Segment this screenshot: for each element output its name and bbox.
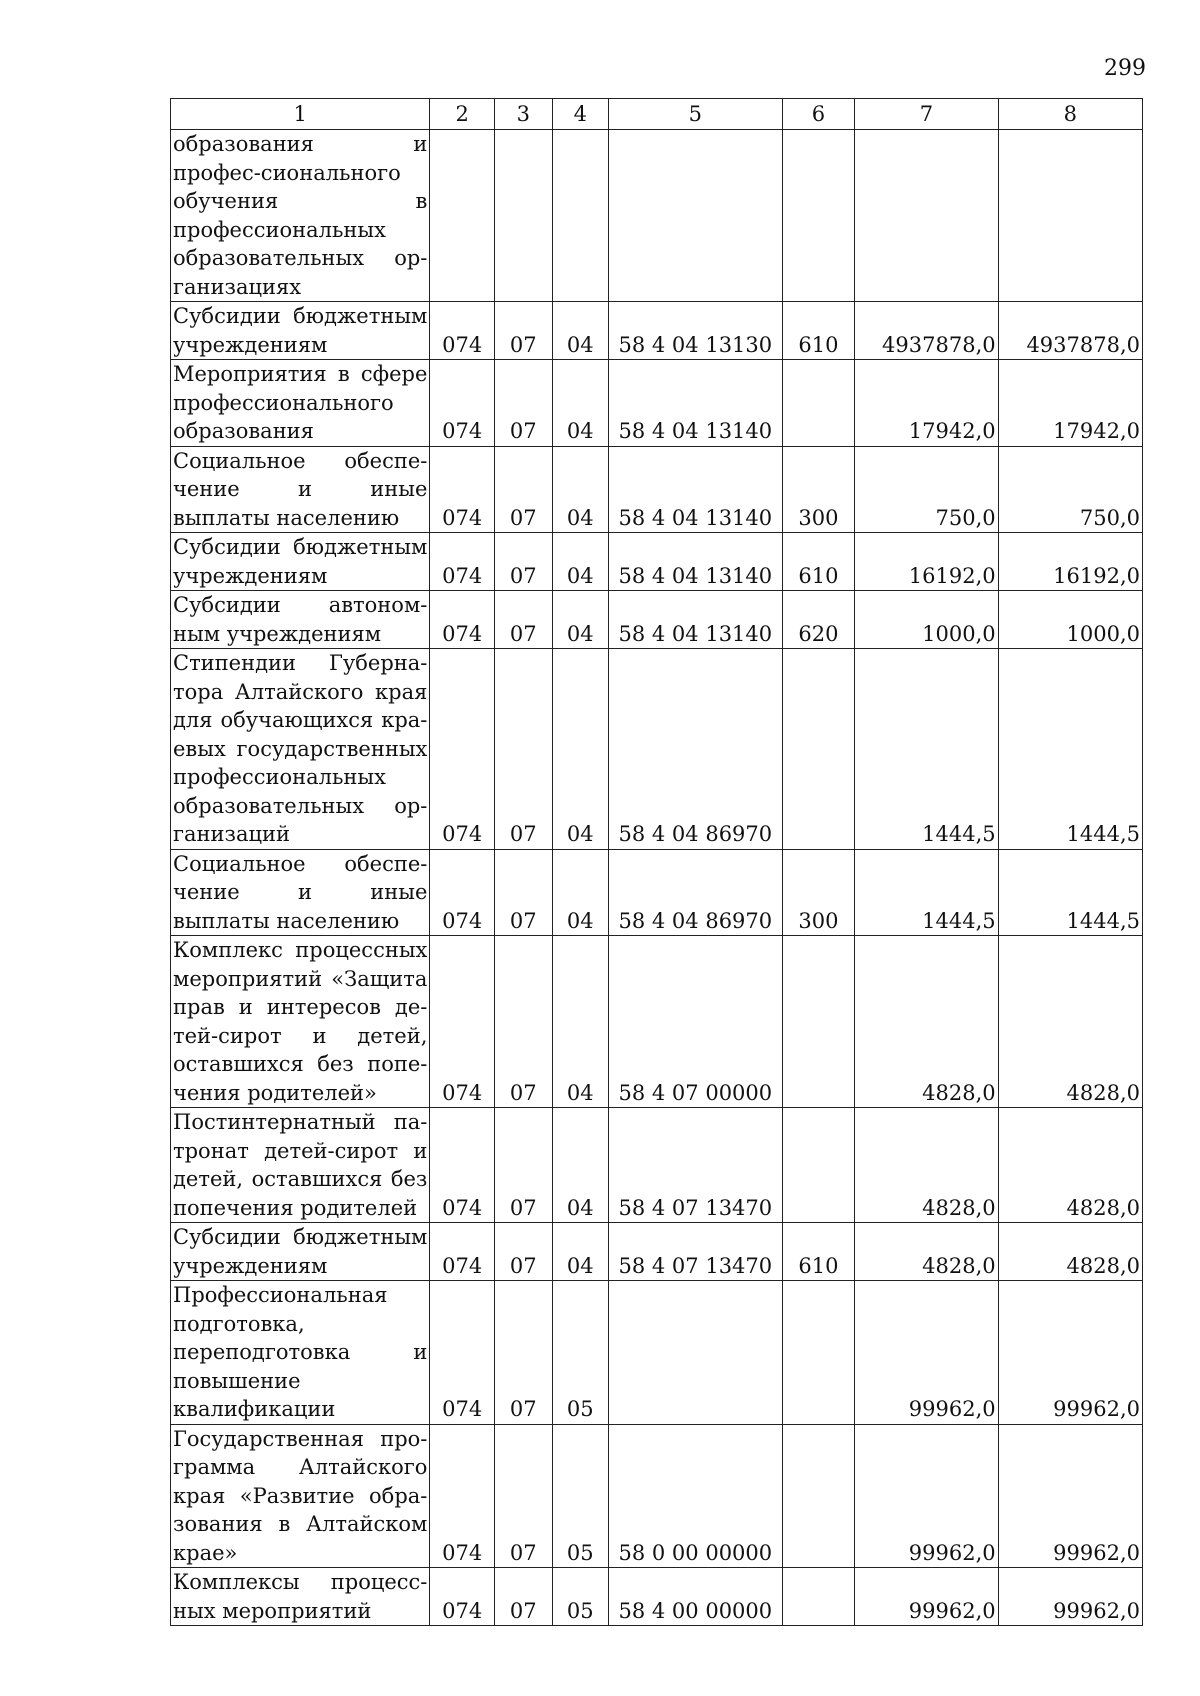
amount-cell: 4828,0 <box>855 1223 998 1281</box>
table-row <box>171 591 1143 649</box>
column-header: 3 <box>494 99 552 130</box>
expense-type-cell: 300 <box>782 849 855 936</box>
budget-table <box>170 98 1143 1626</box>
expense-type-cell: 610 <box>782 533 855 591</box>
target-article-cell: 58 0 00 00000 <box>609 1424 783 1568</box>
subsection-cell: 04 <box>552 1108 609 1223</box>
amount-cell: 16192,0 <box>998 533 1142 591</box>
table-row <box>171 360 1143 447</box>
amount-cell: 1444,5 <box>998 649 1142 850</box>
expense-type-cell <box>782 1281 855 1425</box>
section-cell: 07 <box>494 1108 552 1223</box>
admin-code-cell: 074 <box>430 1281 495 1425</box>
amount-cell: 1444,5 <box>998 849 1142 936</box>
amount-cell: 4937878,0 <box>998 302 1142 360</box>
row-name-cell: образования и профес-сионального обучения в профессиональных образовательных ор-ганизациях <box>171 130 430 302</box>
admin-code-cell: 074 <box>430 649 495 850</box>
table-row <box>171 849 1143 936</box>
expense-type-cell <box>782 130 855 302</box>
expense-type-cell <box>782 1424 855 1568</box>
section-cell: 07 <box>494 302 552 360</box>
subsection-cell: 04 <box>552 360 609 447</box>
admin-code-cell: 074 <box>430 1424 495 1568</box>
section-cell: 07 <box>494 849 552 936</box>
amount-cell: 17942,0 <box>998 360 1142 447</box>
table-row <box>171 302 1143 360</box>
section-cell: 07 <box>494 1281 552 1425</box>
table-row <box>171 1281 1143 1425</box>
section-cell: 07 <box>494 1568 552 1626</box>
subsection-cell: 05 <box>552 1424 609 1568</box>
admin-code-cell: 074 <box>430 360 495 447</box>
amount-cell: 4828,0 <box>998 1223 1142 1281</box>
column-header: 5 <box>609 99 783 130</box>
subsection-cell: 04 <box>552 446 609 533</box>
section-cell: 07 <box>494 936 552 1108</box>
admin-code-cell <box>430 130 495 302</box>
subsection-cell: 04 <box>552 649 609 850</box>
amount-cell: 4828,0 <box>855 936 998 1108</box>
page-number: 299 <box>1104 56 1146 81</box>
column-header: 4 <box>552 99 609 130</box>
subsection-cell: 05 <box>552 1568 609 1626</box>
subsection-cell: 04 <box>552 533 609 591</box>
subsection-cell: 04 <box>552 1223 609 1281</box>
section-cell: 07 <box>494 649 552 850</box>
table-row <box>171 1223 1143 1281</box>
amount-cell: 750,0 <box>855 446 998 533</box>
expense-type-cell <box>782 360 855 447</box>
amount-cell: 17942,0 <box>855 360 998 447</box>
table-row <box>171 1108 1143 1223</box>
amount-cell: 4828,0 <box>998 936 1142 1108</box>
row-name-cell: Субсидии бюджетным учреждениям <box>171 1223 430 1281</box>
row-name-cell: Постинтернатный па-тронат детей-сирот и детей, оставшихся без попечения родителей <box>171 1108 430 1223</box>
header-row <box>171 99 1143 130</box>
target-article-cell: 58 4 07 13470 <box>609 1108 783 1223</box>
amount-cell: 99962,0 <box>998 1424 1142 1568</box>
table-row <box>171 1424 1143 1568</box>
expense-type-cell <box>782 1108 855 1223</box>
amount-cell <box>855 130 998 302</box>
expense-type-cell <box>782 936 855 1108</box>
target-article-cell: 58 4 00 00000 <box>609 1568 783 1626</box>
amount-cell: 99962,0 <box>855 1568 998 1626</box>
target-article-cell: 58 4 07 13470 <box>609 1223 783 1281</box>
section-cell: 07 <box>494 591 552 649</box>
section-cell <box>494 130 552 302</box>
target-article-cell: 58 4 07 00000 <box>609 936 783 1108</box>
table-body <box>171 130 1143 1626</box>
amount-cell: 4828,0 <box>998 1108 1142 1223</box>
table-row <box>171 446 1143 533</box>
target-article-cell: 58 4 04 13140 <box>609 360 783 447</box>
admin-code-cell: 074 <box>430 1108 495 1223</box>
amount-cell <box>998 130 1142 302</box>
admin-code-cell: 074 <box>430 1223 495 1281</box>
subsection-cell <box>552 130 609 302</box>
amount-cell: 4828,0 <box>855 1108 998 1223</box>
target-article-cell: 58 4 04 13140 <box>609 446 783 533</box>
expense-type-cell <box>782 1568 855 1626</box>
target-article-cell: 58 4 04 86970 <box>609 649 783 850</box>
target-article-cell: 58 4 04 86970 <box>609 849 783 936</box>
admin-code-cell: 074 <box>430 302 495 360</box>
column-header: 7 <box>855 99 998 130</box>
row-name-cell: Мероприятия в сфере профессионального образования <box>171 360 430 447</box>
table-row <box>171 649 1143 850</box>
row-name-cell: Социальное обеспе-чение и иные выплаты населению <box>171 446 430 533</box>
row-name-cell: Государственная про-грамма Алтайского края «Развитие обра-зования в Алтайском крае» <box>171 1424 430 1568</box>
table-row <box>171 533 1143 591</box>
admin-code-cell: 074 <box>430 533 495 591</box>
amount-cell: 1444,5 <box>855 649 998 850</box>
expense-type-cell: 300 <box>782 446 855 533</box>
section-cell: 07 <box>494 360 552 447</box>
expense-type-cell: 610 <box>782 302 855 360</box>
amount-cell: 99962,0 <box>855 1281 998 1425</box>
target-article-cell <box>609 130 783 302</box>
column-header: 2 <box>430 99 495 130</box>
subsection-cell: 05 <box>552 1281 609 1425</box>
amount-cell: 99962,0 <box>998 1281 1142 1425</box>
column-header: 8 <box>998 99 1142 130</box>
row-name-cell: Субсидии бюджетным учреждениям <box>171 533 430 591</box>
column-header: 1 <box>171 99 430 130</box>
amount-cell: 750,0 <box>998 446 1142 533</box>
subsection-cell: 04 <box>552 936 609 1108</box>
admin-code-cell: 074 <box>430 936 495 1108</box>
row-name-cell: Субсидии автоном-ным учреждениям <box>171 591 430 649</box>
target-article-cell: 58 4 04 13140 <box>609 591 783 649</box>
row-name-cell: Профессиональная подготовка, переподготовка и повышение квалификации <box>171 1281 430 1425</box>
section-cell: 07 <box>494 1223 552 1281</box>
amount-cell: 1000,0 <box>998 591 1142 649</box>
target-article-cell: 58 4 04 13130 <box>609 302 783 360</box>
expense-type-cell: 620 <box>782 591 855 649</box>
admin-code-cell: 074 <box>430 446 495 533</box>
section-cell: 07 <box>494 446 552 533</box>
section-cell: 07 <box>494 1424 552 1568</box>
row-name-cell: Субсидии бюджетным учреждениям <box>171 302 430 360</box>
admin-code-cell: 074 <box>430 849 495 936</box>
table-row <box>171 936 1143 1108</box>
column-header: 6 <box>782 99 855 130</box>
admin-code-cell: 074 <box>430 591 495 649</box>
amount-cell: 1000,0 <box>855 591 998 649</box>
section-cell: 07 <box>494 533 552 591</box>
amount-cell: 16192,0 <box>855 533 998 591</box>
amount-cell: 99962,0 <box>998 1568 1142 1626</box>
amount-cell: 1444,5 <box>855 849 998 936</box>
row-name-cell: Социальное обеспе-чение и иные выплаты населению <box>171 849 430 936</box>
table-row <box>171 130 1143 302</box>
target-article-cell <box>609 1281 783 1425</box>
subsection-cell: 04 <box>552 591 609 649</box>
expense-type-cell <box>782 649 855 850</box>
amount-cell: 99962,0 <box>855 1424 998 1568</box>
expense-type-cell: 610 <box>782 1223 855 1281</box>
row-name-cell: Комплекс процессных мероприятий «Защита прав и интересов де-тей-сирот и детей, оставшихся без попе-чения родителей» <box>171 936 430 1108</box>
target-article-cell: 58 4 04 13140 <box>609 533 783 591</box>
admin-code-cell: 074 <box>430 1568 495 1626</box>
row-name-cell: Стипендии Губерна-тора Алтайского края для обучающихся кра-евых государственных профессиональных образовательных ор-ганизаций <box>171 649 430 850</box>
subsection-cell: 04 <box>552 849 609 936</box>
row-name-cell: Комплексы процесс-ных мероприятий <box>171 1568 430 1626</box>
amount-cell: 4937878,0 <box>855 302 998 360</box>
subsection-cell: 04 <box>552 302 609 360</box>
table-row <box>171 1568 1143 1626</box>
